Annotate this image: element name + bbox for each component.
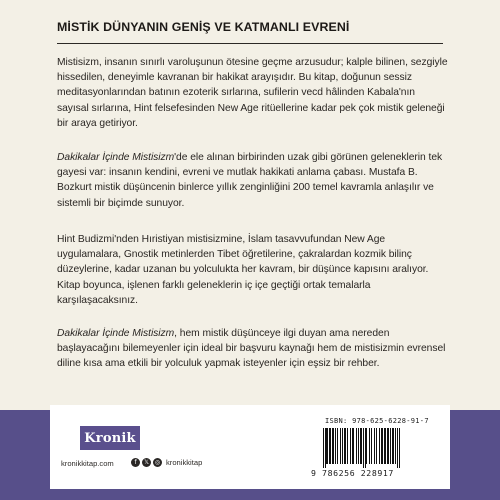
barcode-bar <box>360 428 362 464</box>
barcode-bar <box>395 428 396 464</box>
barcode-bar <box>358 428 359 464</box>
barcode-bar <box>356 428 357 464</box>
paragraph-text: 'de ele alınan birbirinden uzak gibi görünen geleneklerin tek gayesi var: insanın kendini, evreni ve mutlak hakikati anlama çabası. Mustafa B. Bozkurt mistik düşüncenin binlerce yıllık zenginliğini 200 temel kavramla anlaşılır ve sistemli bir biçimde sunuyor. <box>57 152 443 209</box>
page-title: MİSTİK DÜNYANIN GENİŞ VE KATMANLI EVRENİ <box>57 20 350 34</box>
paragraph-closing <box>57 326 449 372</box>
paragraph-text: , hem mistik düşünceye ilgi duyan ama nereden başlayacağını bilemeyenler için ideal bir başvuru kaynağı hem de mistisizmin evrensel diline kısa ama etkili bir yolculuk yapmak isteyenler için eşsiz bir rehber. <box>57 328 446 370</box>
heading-divider <box>57 43 443 44</box>
paragraph-traditions: Hint Budizmi'nden Hıristiyan mistisizmine, İslam tasavvufundan New Age uygulamalara, Gnostik metinlerden Tibet öğretilerine, çakralardan kozmik bilinç düzeylerine, kadar uzanan bu yolculukta her kavram, bir düşünce kapısını aralıyor. Kitap boyunca, işlenen farklı geleneklerin iç içe geçtiği ortak temalarla karşılaşacaksınız. <box>57 234 429 306</box>
social-handle: kronikkitap <box>166 458 203 467</box>
barcode-bar <box>352 428 354 464</box>
barcode-bar <box>332 428 334 464</box>
barcode <box>320 428 438 468</box>
barcode-bar <box>344 428 346 464</box>
barcode-bar <box>374 428 375 464</box>
publisher-website: kronikkitap.com <box>61 459 114 468</box>
barcode-bar <box>390 428 391 464</box>
publisher-logo-text: Kronik <box>84 430 136 446</box>
barcode-bar <box>384 428 386 464</box>
barcode-bar <box>326 428 328 464</box>
barcode-bar <box>329 428 331 464</box>
barcode-bar <box>350 428 351 464</box>
barcode-bar <box>366 428 367 464</box>
paragraph-intro: Mistisizm, insanın sınırlı varoluşunun ötesine geçme arzusudur; kalple bilinen, sezgiyle hissedilen, deneyimle kavranan bir hakikat arayışıdır. Bu kitap, doğunun sessiz meditasyonlarından batının ezoterik sırlarına, sufilerin vecd hâlinden Kabala'nın sayısal sırlarına, Hint felsefesinden New Age ritüellerine kadar pek çok mistik geleneği bir araya getiriyor. <box>57 57 448 129</box>
barcode-number: 9 786256 228917 <box>311 468 394 478</box>
book-title-italic: Dakikalar İçinde Mistisizm <box>57 152 175 163</box>
barcode-bar <box>337 428 338 464</box>
social-links <box>131 458 202 467</box>
barcode-guard-bar <box>363 428 364 468</box>
barcode-guard-bar <box>323 428 324 468</box>
barcode-bar <box>342 428 343 464</box>
barcode-bar <box>387 428 389 464</box>
paragraph-book-summary <box>57 150 449 211</box>
barcode-guard-bar <box>399 428 400 468</box>
facebook-icon: f <box>131 458 140 467</box>
publisher-logo <box>80 426 140 450</box>
barcode-guard-bar <box>365 428 366 468</box>
instagram-icon: ◎ <box>154 459 161 466</box>
barcode-bar <box>340 428 341 464</box>
barcode-guard-bar <box>325 428 326 468</box>
barcode-bar <box>335 428 336 464</box>
barcode-bar <box>371 428 372 464</box>
isbn-label: ISBN: 978-625-6228-91-7 <box>325 417 429 425</box>
book-title-italic: Dakikalar İçinde Mistisizm <box>57 328 175 339</box>
barcode-guard-bar <box>397 428 398 468</box>
x-icon: 𝕏 <box>142 458 151 467</box>
barcode-bar <box>347 428 348 464</box>
barcode-bar <box>392 428 394 464</box>
barcode-bar <box>369 428 370 464</box>
barcode-bar <box>381 428 383 464</box>
barcode-bar <box>379 428 380 464</box>
barcode-bar <box>376 428 377 464</box>
